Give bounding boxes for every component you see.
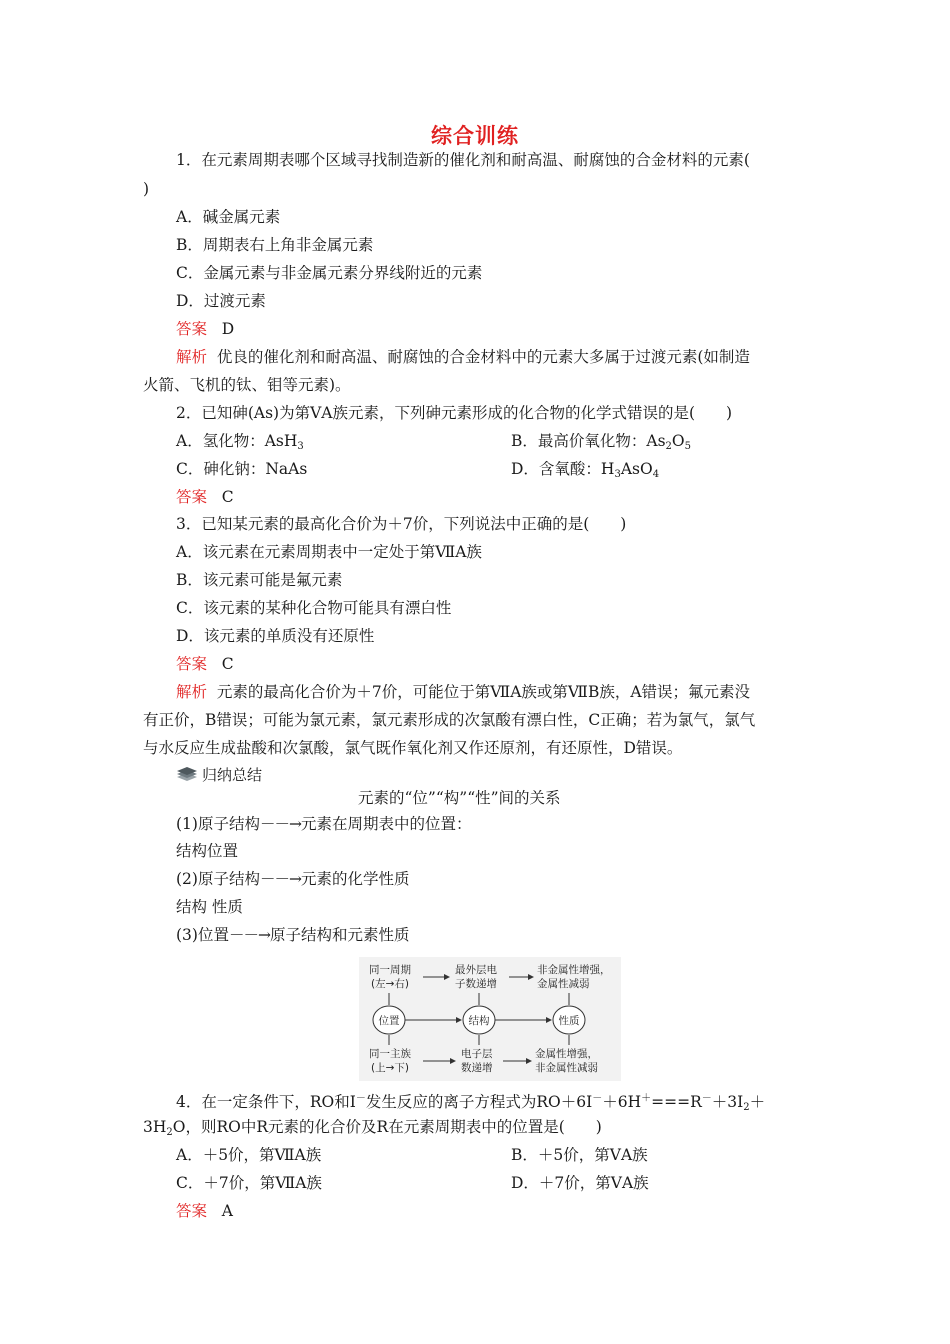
q1-analysis [176,347,750,367]
node-position-label: 位置 [378,1015,400,1027]
bottom-right-line2: 非金属性减弱 [535,1062,598,1074]
q1-analysis-cont: 火箭、飞机的钛、钼等元素)。 [143,376,351,394]
top-mid-line2: 子数递增 [455,978,497,990]
arrow-icon: －－→ [259,815,301,833]
q4-text: 4．在一定条件下，RO和I [176,1093,356,1111]
q3-analysis [176,682,750,702]
node-structure-label: 结构 [468,1015,490,1027]
q4-text: ＋3I [711,1093,744,1111]
q4-answer [176,1201,233,1221]
q2-option-d-mid: AsO [620,460,653,478]
subscript: 3 [297,441,304,452]
superscript: － [701,1093,712,1104]
q2-stem: 2．已知砷(As)为第ⅤA族元素，下列砷元素形成的化合物的化学式错误的是( ) [176,404,733,422]
subscript: 4 [652,469,660,480]
analysis-text: 优良的催化剂和耐高温、耐腐蚀的合金材料中的元素大多属于过渡元素(如制造 [216,348,750,366]
item-text: (2)原子结构 [176,870,260,888]
bottom-right-line1: 金属性增强， [535,1048,598,1060]
q1-option-c: C．金属元素与非金属元素分界线附近的元素 [176,264,483,282]
q2-option-b-text: B．最高价氧化物：As [511,432,666,450]
top-right-line1: 非金属性增强， [537,964,611,976]
subscript: 2 [166,1127,173,1138]
analysis-text: 元素的最高化合价为＋7价，可能位于第ⅦA族或第ⅦB族，A错误；氟元素没 [216,683,751,701]
q4-text: 3H [143,1118,167,1136]
bottom-left-line2: (上→下) [371,1062,409,1074]
summary-badge-label: 归纳总结 [202,766,263,784]
stack-icon [176,767,198,783]
summary-item-2-detail: 结构 性质 [176,898,243,916]
relationship-diagram [359,957,621,1081]
answer-label: 答案 [176,655,208,673]
item-text: (3)位置 [176,926,229,944]
q1-stem-cont: ) [143,180,150,198]
analysis-label: 解析 [176,348,208,366]
q3-analysis-cont-2: 与水反应生成盐酸和次氯酸，氯气既作氧化剂又作还原剂，有还原性，D错误。 [143,739,683,757]
answer-value: A [221,1202,233,1220]
q1-answer [176,319,234,339]
q3-answer [176,654,234,674]
q4-option-a: A．＋5价，第ⅦA族 [176,1146,322,1164]
q4-text: O，则RO中R元素的化合价及R在元素周期表中的位置是( ) [172,1118,602,1136]
item-text: 原子结构和元素性质 [269,926,410,944]
q3-option-b: B．该元素可能是氟元素 [176,571,343,589]
item-text: 元素的化学性质 [300,870,410,888]
page-title: 综合训练 [431,123,519,148]
q4-text: ＋ [749,1093,766,1111]
top-right-line2: 金属性减弱 [537,978,590,990]
q1-option-b: B．周期表右上角非金属元素 [176,236,374,254]
q2-option-b [511,431,691,457]
q4-stem-cont [143,1117,602,1143]
bottom-mid-line2: 数递增 [461,1062,493,1074]
analysis-label: 解析 [176,683,208,701]
q1-stem: 1．在元素周期表哪个区域寻找制造新的催化剂和耐高温、耐腐蚀的合金材料的元素( [176,151,750,169]
q4-text: ===R [651,1093,702,1111]
summary-item-2 [176,869,409,889]
q3-option-d: D．该元素的单质没有还原性 [176,627,375,645]
answer-value: C [221,655,234,673]
answer-label: 答案 [176,488,208,506]
q2-option-b-mid: O [671,432,685,450]
q3-analysis-cont-1: 有正价，B错误；可能为氯元素，氯元素形成的次氯酸有漂白性，C正确；若为氯气，氯气 [143,711,756,729]
superscript: － [592,1093,603,1104]
summary-item-3 [176,925,409,945]
answer-label: 答案 [176,1202,208,1220]
top-mid-line1: 最外层电 [455,964,497,976]
answer-label: 答案 [176,320,208,338]
q2-option-a [176,431,304,457]
q2-option-d-text: D．含氧酸：H [511,460,615,478]
answer-value: D [221,320,235,338]
q2-answer [176,487,234,507]
superscript: ＋ [641,1093,652,1104]
summary-item-1-detail: 结构位置 [176,842,239,860]
q3-option-a: A．该元素在元素周期表中一定处于第ⅦA族 [176,543,482,561]
q2-option-a-text: A．氢化物：AsH [176,432,298,450]
q2-option-c: C．砷化钠：NaAs [176,460,308,478]
bottom-left-line1: 同一主族 [369,1048,411,1060]
q2-option-d [511,459,659,485]
subscript: 2 [665,441,672,452]
summary-badge [176,764,262,785]
q4-option-d: D．＋7价，第ⅤA族 [511,1174,649,1192]
q4-option-b: B．＋5价，第ⅤA族 [511,1146,648,1164]
q3-option-c: C．该元素的某种化合物可能具有漂白性 [176,599,452,617]
arrow-icon: －－→ [228,926,270,944]
summary-heading: 元素的“位”“构”“性”间的关系 [358,789,561,807]
q1-option-a: A．碱金属元素 [176,208,281,226]
node-property-label: 性质 [558,1015,580,1027]
bottom-mid-line1: 电子层 [461,1048,493,1060]
q4-text: ＋6H [602,1093,642,1111]
item-text: (1)原子结构 [176,815,260,833]
q4-option-c: C．＋7价，第ⅦA族 [176,1174,322,1192]
summary-item-1 [176,814,471,834]
subscript: 5 [684,441,692,452]
q3-stem: 3．已知某元素的最高化合价为＋7价，下列说法中正确的是( ) [176,515,627,533]
item-text: 元素在周期表中的位置： [300,815,472,833]
top-left-line2: (左→右) [371,978,409,990]
superscript: － [355,1093,366,1104]
subscript: 2 [743,1102,750,1113]
arrow-icon: －－→ [259,870,301,888]
q1-option-d: D．过渡元素 [176,292,266,310]
answer-value: C [221,488,234,506]
q4-text: 发生反应的离子方程式为RO＋6I [365,1093,593,1111]
top-left-line1: 同一周期 [369,964,411,976]
q4-stem [176,1089,765,1118]
subscript: 3 [614,469,621,480]
